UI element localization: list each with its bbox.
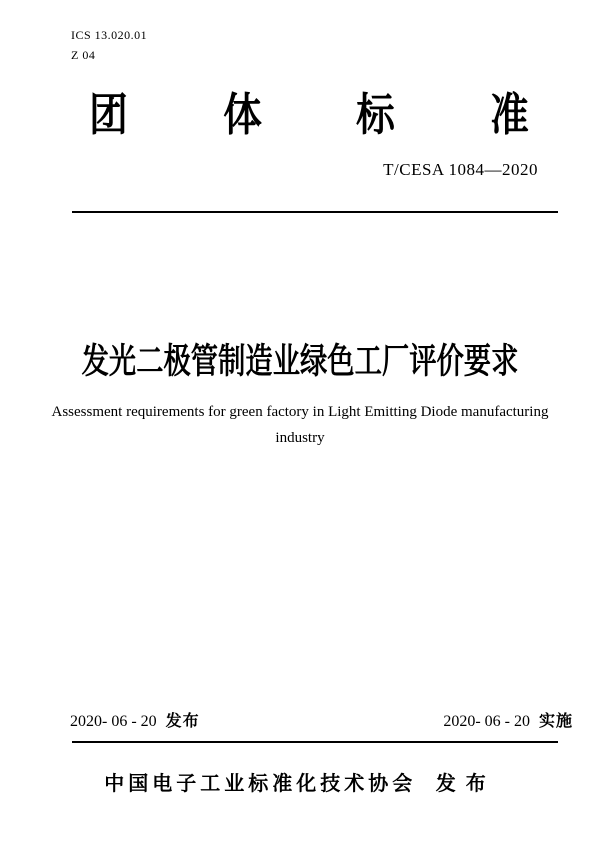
- document-title-chinese: [0, 342, 600, 382]
- standard-type-char: 团: [89, 89, 128, 140]
- top-rule: [72, 211, 558, 213]
- issue-label: 发布: [165, 713, 200, 730]
- publisher-row: [0, 772, 600, 796]
- implement-date-group: [443, 712, 573, 732]
- standard-number: T/CESA 1084—2020: [383, 160, 538, 179]
- classification-code: Z 04: [71, 48, 96, 62]
- document-title-english: [0, 399, 600, 451]
- date-row: [70, 712, 573, 732]
- ics-codes: [71, 25, 147, 65]
- publisher-label: 发布: [435, 773, 496, 795]
- implement-date: 2020- 06 - 20: [443, 713, 530, 730]
- standard-type-char: 标: [356, 89, 396, 140]
- publisher-name: 中国电子工业标准化技术协会: [104, 773, 417, 795]
- ics-code: ICS 13.020.01: [71, 28, 148, 42]
- standard-type-char: 体: [222, 89, 262, 140]
- document-title-english-line1: Assessment requirements for green factory in Light Emitting Diode manufacturing: [51, 404, 549, 420]
- standard-type-title: [86, 90, 532, 140]
- document-title-chinese-text: 发光二极管制造业绿色工厂评价要求: [81, 342, 519, 381]
- issue-date: 2020- 06 - 20: [70, 713, 157, 730]
- document-title-english-line2: industry: [275, 430, 325, 446]
- issue-date-group: [70, 712, 200, 732]
- standard-type-char: 准: [490, 89, 529, 140]
- implement-label: 实施: [538, 713, 573, 730]
- bottom-rule: [72, 741, 558, 743]
